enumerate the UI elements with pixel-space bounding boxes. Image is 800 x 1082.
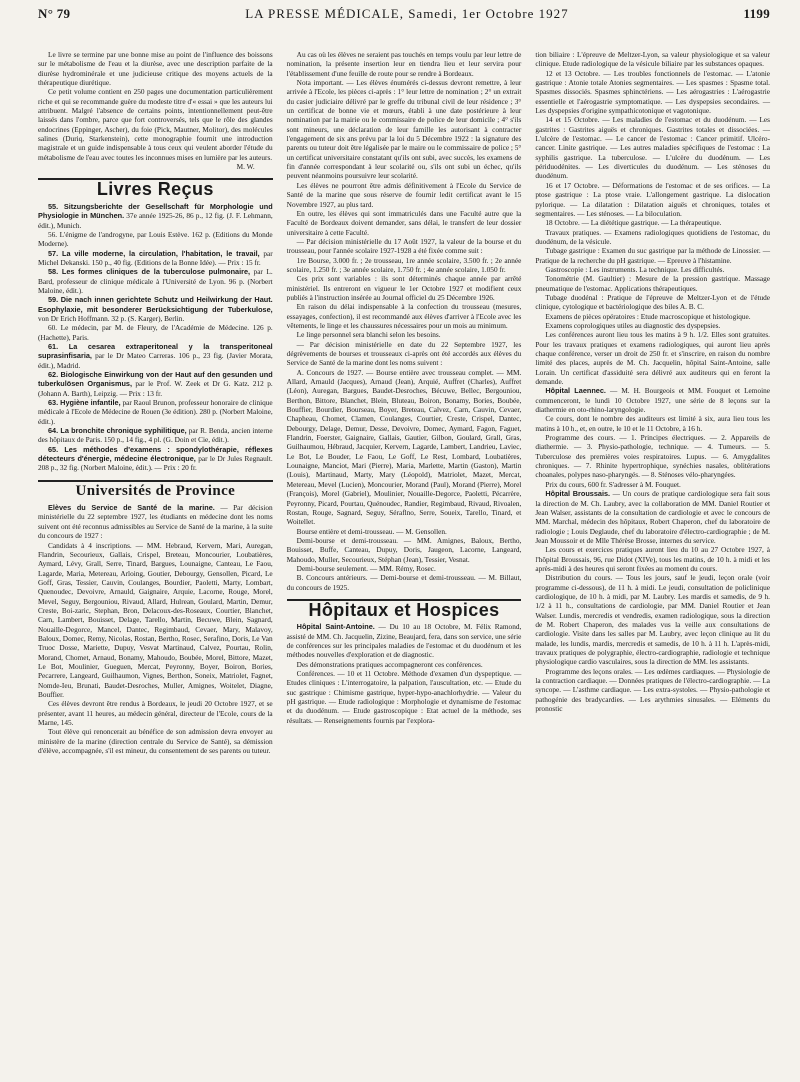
- paragraph: Le linge personnel sera blanchi selon les besoins.: [296, 330, 441, 340]
- paragraph: Prix du cours, 600 fr. S'adresser à M. Fouquet.: [545, 479, 681, 489]
- paragraph: tion biliaire : L'épreuve de Meltzer-Lyon, sa valeur physiologique et sa valeur clinique. Etude radiologique de la vésicule biliaire par les substances opaques.: [535, 50, 771, 69]
- univ-subheading: Elèves du Service de Santé de la marine.: [48, 503, 215, 513]
- paragraph: Ces prix sont variables : ils sont déterminés chaque année par arrêté ministériel. Ils entreront en vigueur le 1er Octobre 1927 et modifient ceux publiés à l'instruction insérée au Journal officiel du 25 Décembre 1926.: [286, 274, 522, 302]
- paragraph: Demi-bourse seulement. — MM. Rémy, Rosec.: [296, 563, 436, 573]
- universities-heading: Universités de Province: [75, 482, 236, 499]
- book-details: par R. Benda, ancien interne des hôpitaux de Paris. 150 p., 14 fig., 4 pl. (G. Doin et Cie, édit.).: [38, 426, 273, 445]
- paragraph: Les cours et exercices pratiques auront lieu du 10 au 27 Octobre 1927, à l'hôpital Broussais, 96, rue Didot (XIVe), tous les matins, de 10 h. à midi et les après-midi à des heures qui seront fixées au moment du cours.: [535, 545, 771, 573]
- paragraph: Tonométrie (M. Gaultier) : Mesure de la pression gastrique. Massage pneumatique de l'estomac. Applications thérapeutiques.: [535, 274, 771, 293]
- paragraph: — Par décision ministérielle du 17 Août 1927, la valeur de la bourse et du trousseau, pour l'année scolaire 1927-1928 a été fixée comme suit :: [286, 236, 522, 256]
- issue-number: N° 79: [38, 6, 71, 21]
- paragraph: En outre, les élèves qui sont immatriculés dans une Faculté autre que la Faculté de Bordeaux doivent demander, sans délai, le transfert de leur dossier universitaire à cette Faculté.: [286, 208, 522, 237]
- paragraph: Tubage gastrique : Examen du suc gastrique par la méthode de Linossier. — Pratique de la recherche du pH gastrique. — Epreuve à l'histamine.: [535, 246, 771, 265]
- paragraph: Travaux pratiques. — Examens radiologiques quotidiens de l'estomac, du duodénum, de la vésicule.: [535, 227, 771, 246]
- book-entry: [38, 230, 273, 249]
- book-details: par Michel Dekanski. 150 p., 40 fig. (Editions de la Bonne Idée). — Prix : 15 fr.: [38, 248, 273, 267]
- book-entry: [38, 370, 273, 398]
- paragraph: Gastroscopie : Les instruments. La technique. Les difficultés.: [545, 264, 725, 274]
- page-number: 1199: [743, 6, 770, 21]
- paragraph: 16 et 17 Octobre. — Déformations de l'estomac et de ses orifices. — La ptose gastrique : La ptose vraie. L'allongement gastrique. La dislocation pylorique. — La dilatation : Dilatation aiguës et chroniques, totales et segmentaires. — Les sténoses. — La biloculation.: [535, 180, 771, 218]
- column-1: [38, 50, 273, 755]
- paragraph: 18 Octobre. — La diététique gastrique. — La thérapeutique.: [545, 218, 722, 228]
- paragraph: En raison du délai indispensable à la confection du trousseau (mesures, essayages, confection), il est recommandé aux élèves d'arriver à l'Ecole avec les vêtements, le linge et les chaussures nécessaires pour un mois au minimum.: [286, 302, 522, 330]
- book-title: 63. Hygiène infantile,: [48, 398, 121, 408]
- book-title: 64. La bronchite chronique syphilitique,: [48, 426, 187, 436]
- book-details: par le Dr Jules Regnault. 208 p., 32 fig. (Norbert Maloine, édit.). — Prix : 20 fr.: [38, 454, 273, 473]
- paragraph: Au cas où les élèves ne seraient pas touchés en temps voulu par leur lettre de nomination, la présente insertion leur en tiendra lieu et leur servira pour l'établissement d'une feuille de route pour se rendre à Bordeaux.: [286, 50, 522, 78]
- book-entry: [38, 398, 273, 426]
- books-heading: Livres Reçus: [96, 179, 214, 200]
- paragraph: Conférences. — 10 et 11 Octobre. Méthode d'examen d'un dyspeptique. — Etudes cliniques : L'interrogatoire, la palpation, l'auscultation, etc. — Etude du suc gastrique : Chimisme gastrique, hyper-hypo-anachlorhydrie. — Valeur du pH gastrique. — Etude radiologique : Morphologie et dynamisme de l'estomac et du duodénum. — Etude gastroscopique : Etat actuel de la méthode, ses résultats. — Renseignements fournis par l'explora-: [286, 669, 522, 725]
- book-title: 55. Sitzungsberichte der Gesellschaft für Morphologie und Physiologie in München.: [38, 201, 273, 221]
- book-details: par le Prof. W. Zeek et Dr G. Katz. 212 p. (Johann A. Barth), Leipzig. — Prix : 13 fr.: [38, 379, 273, 398]
- review-paragraph: Ce petit volume contient en 250 pages une documentation particulièrement riche et qui se recommande guère du modeste titre d'« essai » que les auteurs lui attribuent. Malgré l'absence de certains points, intentionnellement peut-être laissés dans l'ombre, parce que fort controversés, tels que le rôle des glandes endocrines (Eppinger, Ascher), du foie (Pick, Mautner, Molitor), des molécules salines (Duriq, Starkenstein), cette monographie fournit une introduction magistrale et un guide indispensable à tous ceux qui veulent aborder l'étude du métabolisme de l'eau avec toutes les inconnues mises en lumière par les auteurs.: [38, 87, 273, 162]
- hospital-name: Hôpital Laennec.: [545, 386, 606, 396]
- paragraph: Hôpital Saint-Antoine. — Du 10 au 18 Octobre, M. Félix Ramond, assisté de MM. Ch. Jacquelin, Zizine, Beaujard, fera, dans son service, une série de conférences sur les principales maladies de l'estomac et du duodénum et les méthodes nouvelles d'exploration et de diagnostic.: [286, 622, 522, 660]
- univ-paragraph: Elèves du Service de Santé de la marine. — Par décision ministérielle du 22 septembre 1927, les étudiants en médecine dont les noms suivent ont été reconnus admissibles au Service de Santé de la marine, à la suite du concours de 1927 :: [38, 503, 273, 541]
- paragraph: Bourse entière et demi-trousseau. — M. Gensollen.: [296, 526, 447, 536]
- column-3: [535, 50, 770, 755]
- univ-paragraph: Ces élèves devront être rendus à Bordeaux, le jeudi 20 Octobre 1927, et se présenter, avant 11 heures, au médecin général, directeur de l'Ecole, cours de la Marne, 145.: [38, 699, 273, 728]
- book-title: 58. Les formes cliniques de la tuberculose pulmonaire,: [48, 267, 251, 277]
- book-details: 56. L'énigme de l'androgyne, par Louis Estève. 162 p. (Editions du Monde Moderne).: [38, 229, 273, 249]
- hospital-name: Hôpital Broussais.: [545, 489, 611, 499]
- paragraph: Des démonstrations pratiques accompagneront ces conférences.: [296, 659, 483, 669]
- page-header: [38, 0, 770, 36]
- book-details: von Dr Erich Hoffmann. 32 p. (S. Karger), Berlin.: [38, 313, 185, 323]
- book-details: par Raoul Brunon, professeur honoraire de clinique médicale à l'Ecole de Médecine de Rouen (3e édition). 280 p. (Norbert Maloine, édit.).: [38, 398, 273, 426]
- book-entry: [38, 202, 273, 230]
- book-entry: [38, 295, 273, 323]
- book-title: 65. Les méthodes d'examens : spondylothérapie, réflexes détecteurs d'énergie, médecine électronique,: [38, 444, 273, 464]
- book-entry: [38, 323, 273, 342]
- paragraph: Examens de pièces opératoires : Etude macroscopique et histologique.: [545, 311, 751, 321]
- paragraph: B. Concours antérieurs. — Demi-bourse et demi-trousseau. — M. Billaut, du concours de 1925.: [286, 573, 522, 592]
- book-title: 59. Die nach innen gerichtete Schutz und Heilwirkung der Haut. Esophylaxie, mit besonderer Berücksichtigung der Tuberkulose,: [38, 295, 273, 314]
- paragraph: Hôpital Laennec. — M. H. Bourgeois et MM. Fouquet et Lemoine commenceront, le lundi 10 Octobre 1927, une série de 8 leçons sur la diathermie en oto-rhino-laryngologie.: [535, 386, 771, 415]
- univ-paragraph: Tout élève qui renoncerait au bénéfice de son admission devra envoyer au ministère de la marine (direction centrale du Service de Santé), sa démission d'élève, accompagnée, s'il est mineur, du consentement de ses parents ou tuteur.: [38, 727, 273, 756]
- paragraph: Demi-bourse et demi-trousseau. — MM. Amignes, Baloux, Bertho, Bouisset, Buffe, Canteau, Dupuy, Doris, Jaugeon, Lacorne, Langeard, Mahoudo, Muller, Secourieux, Stéphan (Jean), Tessier, Vesnat.: [286, 535, 522, 564]
- hospitals-heading: Hôpitaux et Hospices: [308, 599, 500, 620]
- book-entry: [38, 267, 273, 295]
- paragraph: Les conférences auront lieu tous les matins à 9 h. 1/2. Elles sont gratuites. Pour les travaux pratiques et examens radiologiques, qui auront lieu après chaque conférence, verser un droit de 250 fr. et s'inscrire, en raison du nombre limité des places, auprès de M. Ch. Jacquelin, hôpital Saint-Antoine, salle Lorain. Un certificat d'assiduité sera délivré aux auditeurs qui en feront la demande.: [535, 330, 771, 387]
- paragraph: 12 et 13 Octobre. — Les troubles fonctionnels de l'estomac. — L'atonie gastrique : Atonie totale Atonies segmentaires. — Les spasmes : Spasme total. Spasmes dissociés. Spasmes sphinctériens. — Les aérogastries : L'aérogastrie essentielle et l'aérogastrie symptomatique. — Les dyspepsies secondaires. — Les dyspepsies d'origine sympathicotonique et vagotonique.: [535, 68, 771, 116]
- paragraph: Ce cours, dont le nombre des auditeurs est limité à six, aura lieu tous les matins à 10 h., et, en outre, le 10 et le 11 Octobre, à 16 h.: [535, 414, 771, 433]
- review-paragraph: Le livre se termine par une bonne mise au point de l'influence des boissons sur le métabolisme de l'eau et la diurèse, avec une description parfaite de la diurèse hydrominérale et une judicieuse critique des moyens actuels de la thérapeutique diurétique.: [38, 50, 273, 88]
- book-details: 37e année 1925-26, 86 p., 12 fig. (J. F. Lehmann, édit.), Munich.: [38, 211, 273, 230]
- book-details: 60. Le médecin, par M. de Fleury, de l'Académie de Médecine. 126 p. (Hachette), Paris.: [38, 323, 273, 342]
- review-signature: M. W.: [236, 162, 255, 172]
- book-details: par L. Bard, professeur de clinique médicale à l'Université de Lyon. 96 p. (Norbert Maloine, édit.).: [38, 267, 273, 295]
- column-2: [287, 50, 522, 755]
- book-entry: [38, 445, 273, 473]
- paragraph: Examens coprologiques utiles au diagnostic des dyspepsies.: [545, 320, 721, 330]
- paragraph: Distribution du cours. — Tous les jours, sauf le jeudi, leçon orale (voir programme ci-dessous), de 11 h. à midi. Le jeudi, consultation de policlinique cardiologique, de 10 h. à midi, par M. Laubry. Les mardis et samedis, de 9 h. 1/2 à 11 h., consultations de cardiologie, par MM. Daniel Routier et Jean Walser. Lundis, mercredis et vendredis, examen radiologique, sous la direction de M. Robert Chaperon, des malades vus la veille aux consultations de cardiologie. Visite dans les salles par M. Laubry, avec leçon clinique au lit du malade, les lundis, mardis, mercredis et samedis, de 10 h. à 11 h. L'après-midi, travaux pratiques de polygraphie, électro-cardiographie, radiologie et technique physiologique cardio vasculaires, sous la direction de MM. les assistants.: [535, 573, 771, 667]
- books-list: [38, 202, 273, 473]
- section-divider: [38, 480, 273, 482]
- book-entry: [38, 249, 273, 268]
- paragraph: 1re Bourse, 3.000 fr. ; 2e trousseau, 1re année scolaire, 3.500 fr. ; 2e année scolaire, 1.250 fr. ; 3e année scolaire, 1.750 fr. ; 4e année scolaire, 1.050 fr.: [286, 255, 522, 274]
- candidates-list: Candidats à 4 inscriptions. — MM. Hebraud, Kervern, Mari, Auregan, Flandrin, Secourieux, Gallais, Crispel, Breteau, Moncourier, Loubatières, Aymard, Lévy, Grall, Serre, Tinard, Bargues, Lounaigne, Canteau, Le Faou, Lagarde, Maria, Metereau, Arloing, Goutier, Debourgy, Gensollen, Picard, Le Goff, Gras, Tessier, Cauvin, Coulanges, Bourdier, Paoletti, Marty, Lombart, Quenoudec, Devoivre, Arnauld, Gaignaire, Arquie, Lacorne, Rouge, Morel, Mevel, Seguy, Bergouniou, Rivaud, Allard, Hulrean, Goulard, Martin, Demur, Creste, Boi-zaric, Stephan, Bron, Delacoux-des-Roseaux, Courtier, Blanchet, Carn, Lambert, Bouisset, Delage, Tarello, Martin, Becuwe, Blein, Sagnard, Nouaille-Degorce, Mancel, Dantec, Regimbaud, Cevaer, Mary, Malavoy, Baloux, Domec, Remy, Nicolas, Rostan, Bertho, Rosec, Serafino, Doris, Le Van Truoc Dosse, Mariette, Dupuy, Vesvat Martinaud, Calvez, Pourtau, Rolin, Morand, Chomet, Arnaud, Bonamy, Mahoudo, Boubée, Morel, Bittore, Mazet, Le Bot, Moulinier, Gueguen, Mercat, Peyronny, Boyer, Boiron, Bories, Pecarrere, Langeard, Guilhaumon, Vignes, Berthon, Soneix, Matriolet, Fagnet, Nomde-Ieu, Brunati, Baudet-Desroches, Muller, Amignes, Woitelet, Diagne, Bouffier.: [38, 540, 273, 699]
- paragraph: Les élèves ne pourront être admis définitivement à l'Ecole du Service de Santé de la marine que sous réserve de fournir ledit certificat avant le 15 Novembre 1927, au plus tard.: [286, 180, 522, 209]
- book-title: 62. Biologische Einwirkung von der Haut auf den gesunden und tuberkulösen Organismus,: [38, 370, 273, 389]
- paragraph: — Par décision ministérielle en date du 22 Septembre 1927, les dégrèvements de bourses et trousseaux ci-après ont été accordés aux élèves du Service de Santé de la marine dont les noms suivent :: [286, 339, 522, 368]
- paragraph: 14 et 15 Octobre. — Les maladies de l'estomac et du duodénum. — Les gastrites : Gastrites aiguës et chroniques. Gastrites totales et dissociées. — L'ulcère de l'estomac. — Le cancer de l'estomac : Cancer primitif. Ulcéro-cancer. Linite gastrique. — Les autres maladies spécifiques de l'estomac : La syphilis gastrique. La tuberculose. — L'ulcère du duodénum. — Les périduodénites. — Les diverticules du duodénum. — Les sténoses du duodénum.: [535, 115, 771, 181]
- paragraph: A. Concours de 1927. — Bourse entière avec trousseau complet. — MM. Allard, Arnauld (Jacques), Arnaud (Jean), Arquié, Auffret (Charles), Auffret (Léon), Auregan, Bargues, Baudet-Desroches, Bécuwe, Bellec, Bergouniou, Berthon, Bittore, Blanchet, Blein, Bluteau, Boiron, Bonamy, Bories, Boubée, Bouffier, Bourdier, Bourseau, Boyer, Breteau, Calvez, Carn, Cauvin, Cevaer, Chapheau, Chomet, Clamen, Coulanges, Courtier, Creste, Crispel, Dantec, Debourgy, Delage, Demur, Desse, Devoivre, Domec, Aymard, Fagon, Faguet, Flandrin, Foerster, Gaignaire, Gallais, Gautier, Gilbon, Goulard, Grall, Gras, Guilhaumou, Hébraud, Jacquier, Kervern, Lagarde, Lambert, Landrieu, Laviec, Le Bot, Le Bouder, Le Faou, Le Goff, Le Rest, Lombard, Loubatières, Lounaigne, Manciot, Mari (Pierre), Maria, Marlette, Martin (Gaston), Martin (Louis), Martinaud, Marty, Mary (Léopold), Matriolet, Mazet, Mercat, Metereau, Mevel (Lucien), Moncourier, Morand (Paul), Morand (Pierre), Morel (François), Morel (Gabriel), Moulinier, Nouaille-Degorce, Paoletti, Pécarrère, Peyronny, Picard, Pourtau, Quénoudec, Randier, Regimbaud, Rivaud, Rivoalen, Rostan, Rouge, Sagnard, Seguy, Séraflno, Serre, Soueix, Tarello, Tinard, et Woitellet.: [286, 367, 522, 527]
- journal-title: LA PRESSE MÉDICALE, Samedi, 1er Octobre 1927: [245, 6, 569, 21]
- columns: [38, 50, 770, 755]
- paragraph: Programme des leçons orales. — Les œdèmes cardiaques. — Physiologie de la contraction cardiaque. — Données pratiques de l'électro-cardiographie. — La syncope. — L'asthme cardiaque. — Les extra-systoles. — Physio-pathologie et pathogénie des bradycardies. — Les arythmies sinusales. — Eléments du pronostic: [535, 666, 771, 714]
- hospital-name: Hôpital Saint-Antoine.: [296, 622, 375, 632]
- book-entry: [38, 426, 273, 445]
- book-title: 61. La cesarea extraperitoneal y la transperitoneal suprasinfisaria,: [38, 341, 273, 361]
- book-details: par le Dr Mateo Carreras. 106 p., 23 fig. (Javier Morata, édit.), Madrid.: [38, 351, 273, 370]
- book-entry: [38, 342, 273, 370]
- book-title: 57. La ville moderne, la circulation, l'habitation, le travail,: [48, 248, 260, 258]
- paragraph: Nota important. — Les élèves énumérés ci-dessus devront remettre, à leur arrivée à l'Ecole, les pièces ci-après : 1° leur lettre de nomination ; 2° un extrait du casier judiciaire délivré par le greffe du tribunal civil de leur résidence ; 3° un certificat de bonne vie et mœurs, établi à une date postérieure à leur nomination par la mairie ou le commissaire de police de leur domicile ; 4° s'ils sont mineurs, une déclaration de leur famille les autorisant à contracter l'engagement de six ans prévu par la loi du 5 Décembre 1922 : la signature des parents ou tuteur doit être légalisée par le maire ou le commissaire de police ; 5° un certificat universitaire constatant qu'ils ont subi, avec succès, les examens de fin d'année correspondant à leur scolarité ou, s'ils ont subi un échec, qu'ils peuvent néanmoins poursuivre leur scolarité.: [286, 78, 522, 181]
- paragraph: Programme des cours. — 1. Principes électriques. — 2. Appareils de diathermie. — 3. Physio-pathologie, technique. — 4. Tumeurs. — 5. Tuberculose des premières voies respiratoires. Lupus. — 6. Amygdalites chroniques. — 7. Rhinite hypertrophique, synéchies nasales, oblitérations choanales, polypes naso-pharyngés. — 8. Sténoses vélo-pharyngées.: [535, 433, 771, 480]
- paragraph: Tubage duodénal : Pratique de l'épreuve de Meltzer-Lyon et de l'étude clinique, cytologique et bactériologique des biles A. B. C.: [535, 292, 771, 312]
- paragraph: Hôpital Broussais. — Un cours de pratique cardiologique sera fait sous la direction de M. Ch. Laubry, avec la collaboration de MM. Daniel Routier et Jean Walser, assistants de la consultation de cardiologie et avec le concours de MM. Marchal, médecin des hôpitaux, Robert Chaperon, chef du laboratoire de radiologie ; Louis Deglaude, chef du laboratoire d'électro-cardiographie ; de M. Jean Moussoir et de Mlle Thérèse Brosse, internes du service.: [535, 489, 771, 545]
